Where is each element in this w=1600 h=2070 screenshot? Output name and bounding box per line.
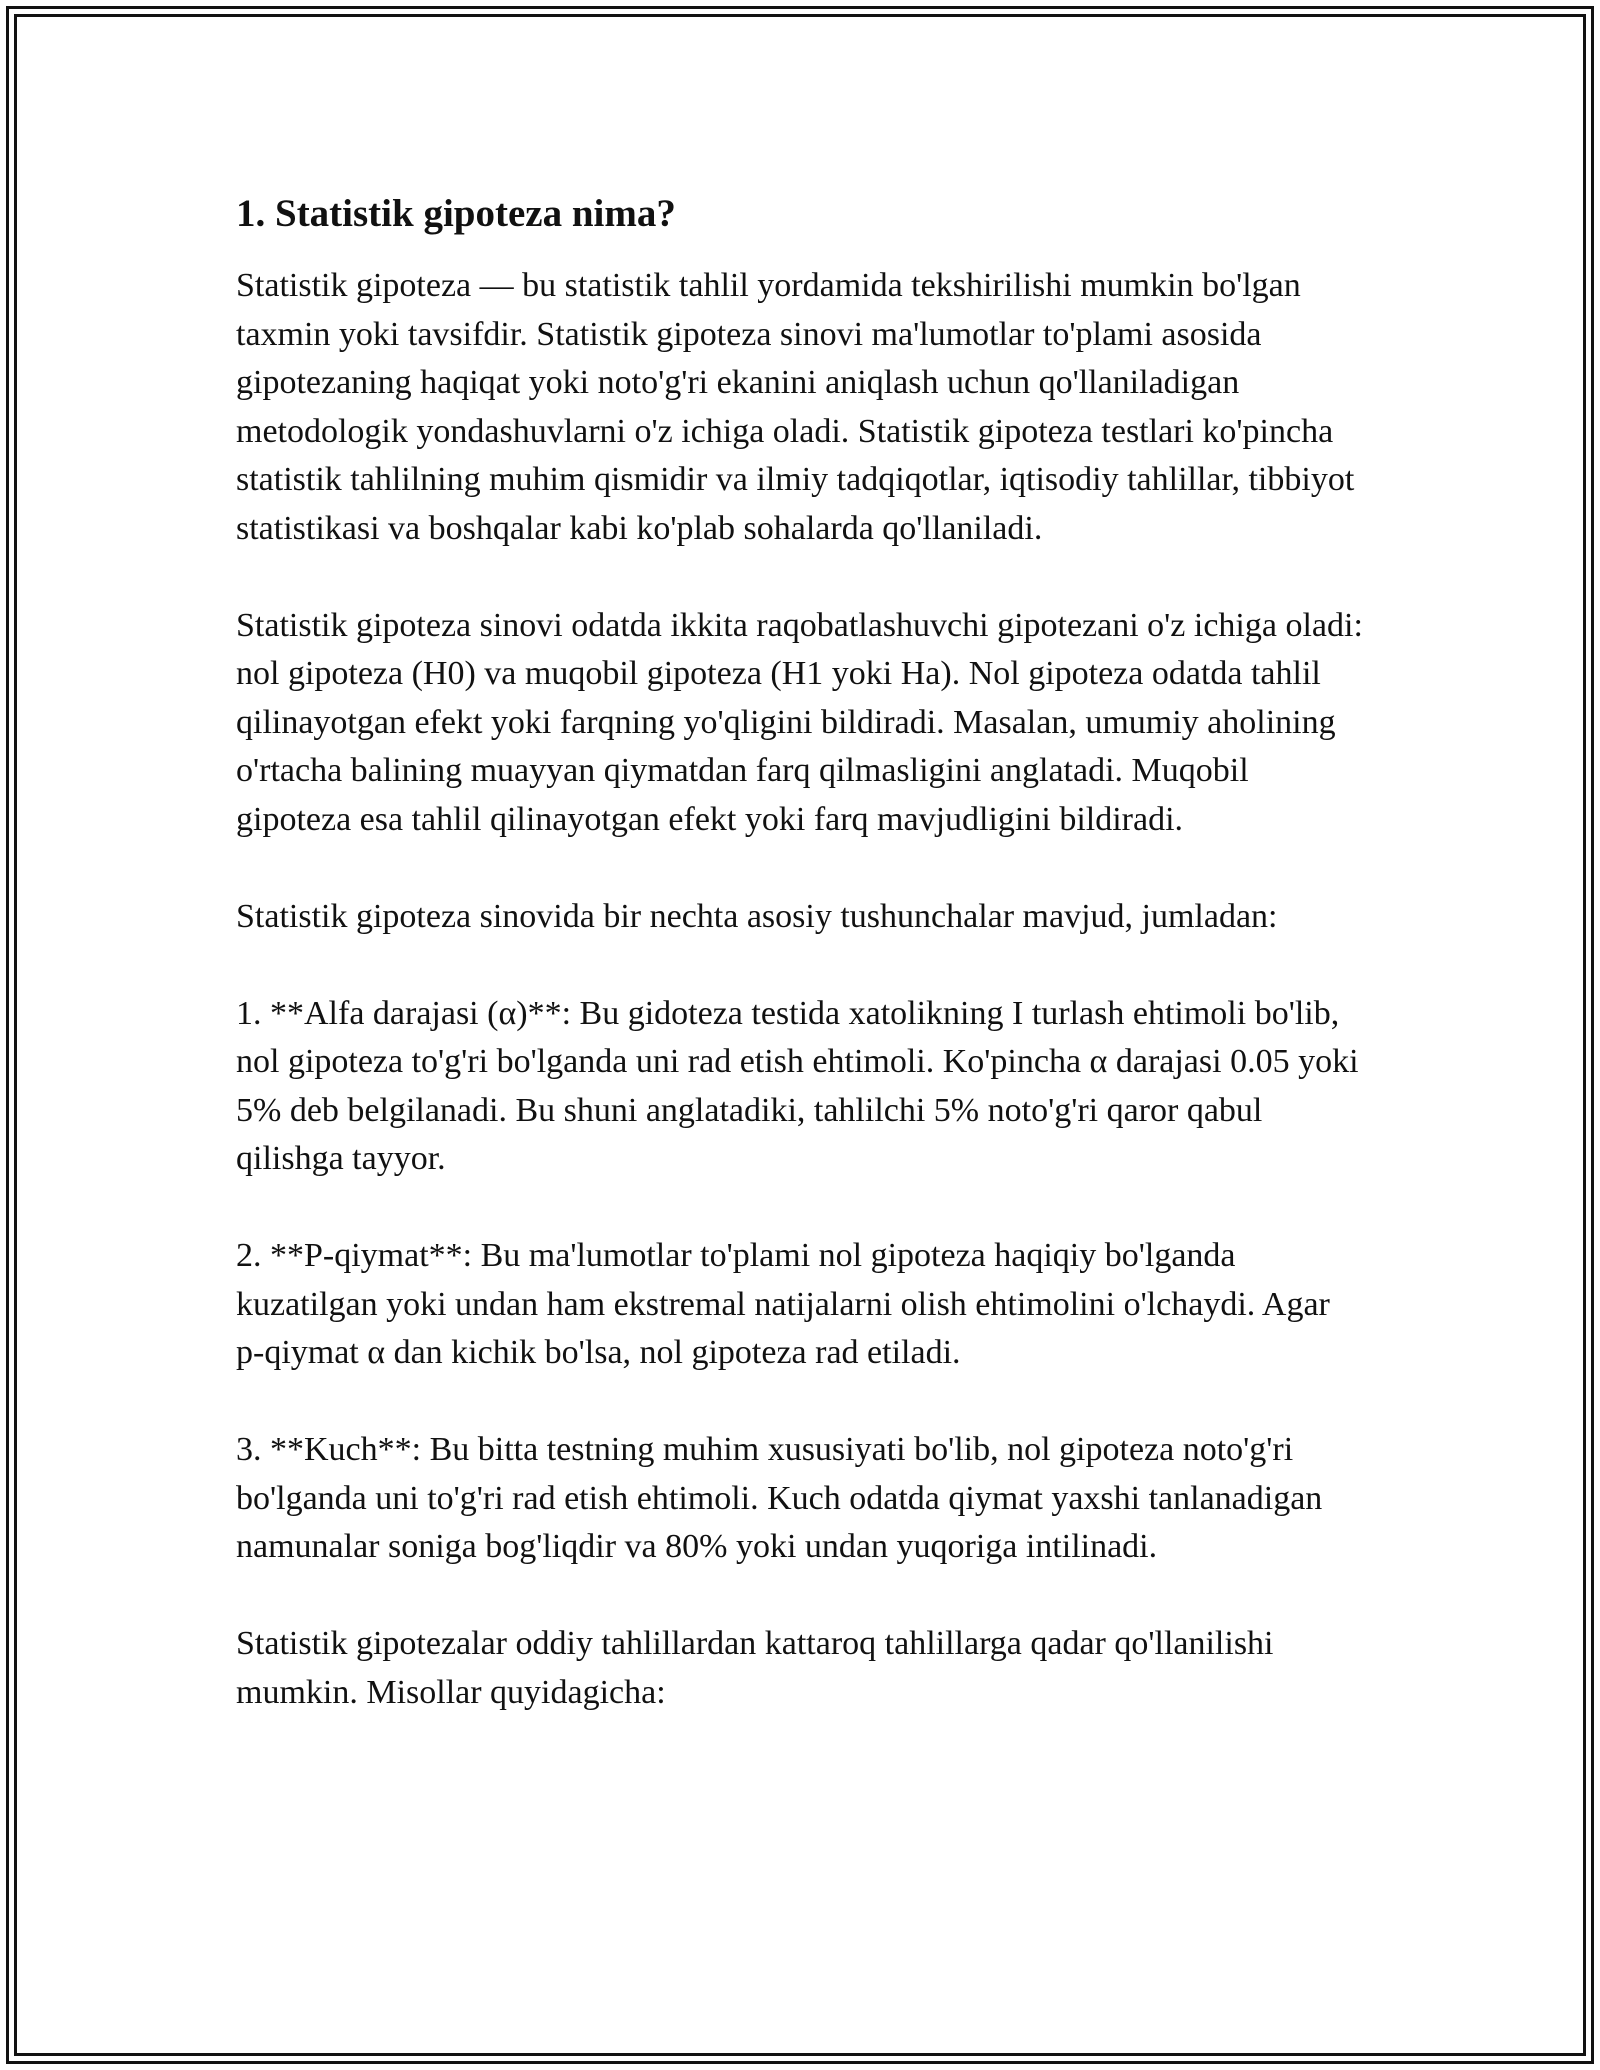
- paragraph-definition: Statistik gipoteza — bu statistik tahlil yordamida tekshirilishi mumkin bo'lgan taxmin yoki tavsifdir. Statistik gipoteza sinovi ma'lumotlar to'plami asosida gipotezaning haqiqat yoki noto'g'ri ekanini aniqlash uchun qo'llaniladigan metodologik yondashuvlarni o'z ichiga oladi. Statistik gipoteza testlari ko'pincha statistik tahlilning muhim qismidir va ilmiy tadqiqotlar, iqtisodiy tahlillar, tibbiyot statistikasi va boshqalar kabi ko'plab sohalarda qo'llaniladi.: [236, 267, 1355, 547]
- list-item-alpha: 1. **Alfa darajasi (α)**: Bu gidoteza testida xatolikning I turlash ehtimoli bo'lib, nol gipoteza to'g'ri bo'lganda uni rad etish ehtimoli. Ko'pincha α darajasi 0.05 yoki 5% deb belgilanadi. Bu shuni anglatadiki, tahlilchi 5% noto'g'ri qaror qabul qilishga tayyor.: [236, 994, 1359, 1177]
- list-item-p-value: 2. **P-qiymat**: Bu ma'lumotlar to'plami nol gipoteza haqiqiy bo'lganda kuzatilgan yoki undan ham ekstremal natijalarni olish ehtimolini o'lchaydi. Agar p-qiymat α dan kichik bo'lsa, nol gipoteza rad etiladi.: [236, 1237, 1330, 1371]
- list-item-power: 3. **Kuch**: Bu bitta testning muhim xususiyati bo'lib, nol gipoteza noto'g'ri bo'lganda uni to'g'ri rad etish ehtimoli. Kuch odatda qiymat yaxshi tanlanadigan namunalar soniga bog'liqdir va 80% yoki undan yuqoriga intilinadi.: [236, 1431, 1323, 1565]
- section-heading: 1. Statistik gipoteza nima?: [236, 192, 676, 235]
- document-body: [236, 186, 1366, 1766]
- paragraph-concepts-intro: Statistik gipoteza sinovida bir nechta asosiy tushunchalar mavjud, jumladan:: [236, 897, 1278, 935]
- paragraph-examples-intro: Statistik gipotezalar oddiy tahlillardan kattaroq tahlillarga qadar qo'llanilishi mumkin. Misollar quyidagicha:: [236, 1625, 1274, 1711]
- paragraph-hypotheses: Statistik gipoteza sinovi odatda ikkita raqobatlashuvchi gipotezani o'z ichiga oladi: nol gipoteza (H0) va muqobil gipoteza (H1 yoki Ha). Nol gipoteza odatda tahlil qilinayotgan efekt yoki farqning yo'qligini bildiradi. Masalan, umumiy aholining o'rtacha balining muayyan qiymatdan farq qilmasligini anglatadi. Muqobil gipoteza esa tahlil qilinayotgan efekt yoki farq mavjudligini bildiradi.: [236, 606, 1363, 838]
